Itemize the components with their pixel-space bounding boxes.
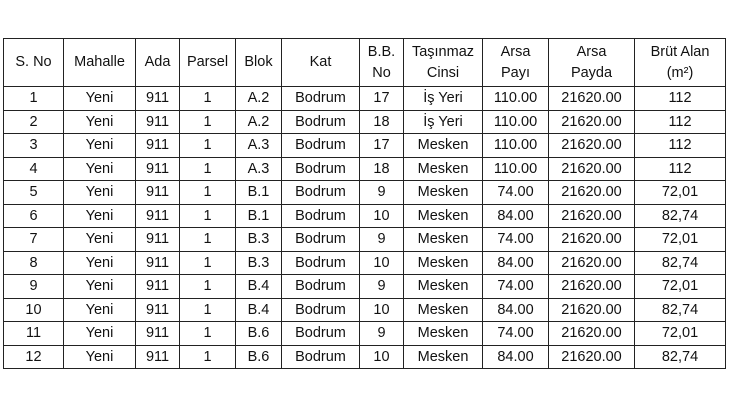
cell-brut-alan: 112	[635, 110, 726, 134]
cell-kat: Bodrum	[282, 251, 360, 275]
cell-brut-alan: 82,74	[635, 251, 726, 275]
cell-parsel: 1	[180, 87, 236, 111]
cell-s-no: 9	[4, 275, 64, 299]
cell-parsel: 1	[180, 110, 236, 134]
cell-bb-no: 10	[360, 345, 404, 369]
cell-ada: 911	[136, 181, 180, 205]
cell-blok: A.3	[236, 134, 282, 158]
cell-parsel: 1	[180, 322, 236, 346]
cell-ada: 911	[136, 228, 180, 252]
cell-tasinmaz-cinsi: İş Yeri	[404, 110, 483, 134]
cell-ada: 911	[136, 275, 180, 299]
cell-tasinmaz-cinsi: Mesken	[404, 228, 483, 252]
cell-bb-no: 10	[360, 251, 404, 275]
cell-parsel: 1	[180, 345, 236, 369]
cell-kat: Bodrum	[282, 87, 360, 111]
cell-arsa-payda: 21620.00	[549, 251, 635, 275]
header-kat	[282, 39, 360, 87]
header-brut-alan	[635, 39, 726, 87]
header-blok	[236, 39, 282, 87]
table-row	[4, 345, 726, 369]
cell-ada: 911	[136, 322, 180, 346]
cell-arsa-payi: 110.00	[483, 134, 549, 158]
cell-blok: B.4	[236, 298, 282, 322]
cell-tasinmaz-cinsi: Mesken	[404, 181, 483, 205]
cell-brut-alan: 112	[635, 134, 726, 158]
cell-mahalle: Yeni	[64, 251, 136, 275]
cell-ada: 911	[136, 134, 180, 158]
cell-kat: Bodrum	[282, 204, 360, 228]
header-arsa-payi	[483, 39, 549, 87]
cell-s-no: 2	[4, 110, 64, 134]
header-label: Kat	[309, 54, 332, 70]
header-label: Arsa	[500, 43, 531, 60]
cell-s-no: 12	[4, 345, 64, 369]
cell-bb-no: 17	[360, 87, 404, 111]
cell-kat: Bodrum	[282, 181, 360, 205]
header-label: Payda	[570, 64, 613, 81]
cell-tasinmaz-cinsi: Mesken	[404, 204, 483, 228]
cell-arsa-payi: 74.00	[483, 228, 549, 252]
cell-arsa-payda: 21620.00	[549, 134, 635, 158]
cell-arsa-payda: 21620.00	[549, 204, 635, 228]
cell-parsel: 1	[180, 275, 236, 299]
cell-kat: Bodrum	[282, 157, 360, 181]
cell-ada: 911	[136, 110, 180, 134]
cell-mahalle: Yeni	[64, 228, 136, 252]
cell-blok: B.1	[236, 181, 282, 205]
cell-blok: A.2	[236, 110, 282, 134]
cell-parsel: 1	[180, 298, 236, 322]
cell-s-no: 7	[4, 228, 64, 252]
cell-arsa-payi: 110.00	[483, 87, 549, 111]
header-row	[4, 39, 726, 87]
cell-kat: Bodrum	[282, 322, 360, 346]
cell-ada: 911	[136, 157, 180, 181]
table-row	[4, 157, 726, 181]
cell-blok: B.6	[236, 322, 282, 346]
cell-brut-alan: 72,01	[635, 181, 726, 205]
cell-mahalle: Yeni	[64, 322, 136, 346]
header-label: Payı	[500, 64, 530, 81]
cell-bb-no: 18	[360, 157, 404, 181]
cell-blok: A.2	[236, 87, 282, 111]
cell-blok: B.3	[236, 228, 282, 252]
cell-s-no: 1	[4, 87, 64, 111]
cell-ada: 911	[136, 204, 180, 228]
cell-s-no: 10	[4, 298, 64, 322]
header-label: (m²)	[666, 64, 694, 81]
cell-bb-no: 9	[360, 322, 404, 346]
table-body	[4, 87, 726, 369]
cell-brut-alan: 72,01	[635, 228, 726, 252]
cell-arsa-payda: 21620.00	[549, 87, 635, 111]
cell-tasinmaz-cinsi: Mesken	[404, 157, 483, 181]
cell-kat: Bodrum	[282, 110, 360, 134]
cell-s-no: 11	[4, 322, 64, 346]
cell-brut-alan: 112	[635, 157, 726, 181]
cell-tasinmaz-cinsi: Mesken	[404, 134, 483, 158]
cell-bb-no: 18	[360, 110, 404, 134]
cell-arsa-payi: 74.00	[483, 275, 549, 299]
header-label: Parsel	[186, 54, 229, 70]
header-label: Ada	[144, 54, 171, 70]
cell-tasinmaz-cinsi: Mesken	[404, 322, 483, 346]
cell-arsa-payda: 21620.00	[549, 275, 635, 299]
cell-arsa-payi: 84.00	[483, 251, 549, 275]
cell-bb-no: 9	[360, 275, 404, 299]
cell-ada: 911	[136, 298, 180, 322]
header-label: Brüt Alan	[650, 43, 710, 60]
cell-blok: B.3	[236, 251, 282, 275]
cell-arsa-payda: 21620.00	[549, 228, 635, 252]
cell-brut-alan: 82,74	[635, 298, 726, 322]
header-label: Arsa	[576, 43, 607, 60]
header-label: Cinsi	[426, 64, 460, 81]
cell-arsa-payda: 21620.00	[549, 345, 635, 369]
cell-ada: 911	[136, 87, 180, 111]
header-bb-no	[360, 39, 404, 87]
cell-tasinmaz-cinsi: İş Yeri	[404, 87, 483, 111]
cell-brut-alan: 112	[635, 87, 726, 111]
table-row	[4, 275, 726, 299]
cell-arsa-payi: 74.00	[483, 322, 549, 346]
table-row	[4, 204, 726, 228]
cell-mahalle: Yeni	[64, 87, 136, 111]
cell-tasinmaz-cinsi: Mesken	[404, 275, 483, 299]
cell-mahalle: Yeni	[64, 345, 136, 369]
cell-s-no: 5	[4, 181, 64, 205]
cell-mahalle: Yeni	[64, 110, 136, 134]
cell-kat: Bodrum	[282, 134, 360, 158]
cell-blok: B.1	[236, 204, 282, 228]
cell-blok: B.4	[236, 275, 282, 299]
cell-bb-no: 9	[360, 228, 404, 252]
cell-arsa-payda: 21620.00	[549, 181, 635, 205]
cell-parsel: 1	[180, 181, 236, 205]
cell-ada: 911	[136, 251, 180, 275]
header-label: B.B.	[367, 43, 396, 60]
cell-mahalle: Yeni	[64, 134, 136, 158]
cell-ada: 911	[136, 345, 180, 369]
table-row	[4, 134, 726, 158]
cell-s-no: 8	[4, 251, 64, 275]
cell-kat: Bodrum	[282, 228, 360, 252]
cell-arsa-payi: 84.00	[483, 204, 549, 228]
cell-parsel: 1	[180, 157, 236, 181]
header-s-no	[4, 39, 64, 87]
header-tasinmaz-cinsi	[404, 39, 483, 87]
cell-tasinmaz-cinsi: Mesken	[404, 251, 483, 275]
header-label: Mahalle	[74, 54, 125, 70]
table-row	[4, 298, 726, 322]
table-header	[4, 39, 726, 87]
cell-arsa-payi: 110.00	[483, 110, 549, 134]
cell-arsa-payda: 21620.00	[549, 157, 635, 181]
cell-arsa-payda: 21620.00	[549, 298, 635, 322]
header-label: S. No	[15, 54, 52, 70]
cell-kat: Bodrum	[282, 298, 360, 322]
cell-arsa-payi: 84.00	[483, 298, 549, 322]
cell-tasinmaz-cinsi: Mesken	[404, 345, 483, 369]
cell-parsel: 1	[180, 204, 236, 228]
cell-arsa-payda: 21620.00	[549, 322, 635, 346]
header-parsel	[180, 39, 236, 87]
header-arsa-payda	[549, 39, 635, 87]
cell-s-no: 4	[4, 157, 64, 181]
cell-mahalle: Yeni	[64, 204, 136, 228]
table-row	[4, 228, 726, 252]
header-label: Blok	[244, 54, 273, 70]
cell-mahalle: Yeni	[64, 181, 136, 205]
cell-s-no: 6	[4, 204, 64, 228]
header-ada	[136, 39, 180, 87]
header-label: Taşınmaz	[411, 43, 475, 60]
cell-kat: Bodrum	[282, 275, 360, 299]
cell-s-no: 3	[4, 134, 64, 158]
table-row	[4, 110, 726, 134]
cell-bb-no: 9	[360, 181, 404, 205]
table-row	[4, 322, 726, 346]
cell-parsel: 1	[180, 251, 236, 275]
cell-mahalle: Yeni	[64, 298, 136, 322]
cell-arsa-payi: 84.00	[483, 345, 549, 369]
cell-brut-alan: 82,74	[635, 345, 726, 369]
property-table	[3, 38, 726, 369]
cell-parsel: 1	[180, 134, 236, 158]
cell-bb-no: 10	[360, 298, 404, 322]
cell-arsa-payi: 74.00	[483, 181, 549, 205]
cell-brut-alan: 82,74	[635, 204, 726, 228]
cell-arsa-payi: 110.00	[483, 157, 549, 181]
cell-mahalle: Yeni	[64, 157, 136, 181]
cell-blok: B.6	[236, 345, 282, 369]
header-mahalle	[64, 39, 136, 87]
cell-bb-no: 17	[360, 134, 404, 158]
cell-bb-no: 10	[360, 204, 404, 228]
cell-parsel: 1	[180, 228, 236, 252]
header-label: No	[372, 64, 391, 81]
cell-kat: Bodrum	[282, 345, 360, 369]
cell-blok: A.3	[236, 157, 282, 181]
cell-brut-alan: 72,01	[635, 275, 726, 299]
cell-tasinmaz-cinsi: Mesken	[404, 298, 483, 322]
table-row	[4, 181, 726, 205]
cell-mahalle: Yeni	[64, 275, 136, 299]
table-row	[4, 87, 726, 111]
cell-arsa-payda: 21620.00	[549, 110, 635, 134]
cell-brut-alan: 72,01	[635, 322, 726, 346]
table-row	[4, 251, 726, 275]
